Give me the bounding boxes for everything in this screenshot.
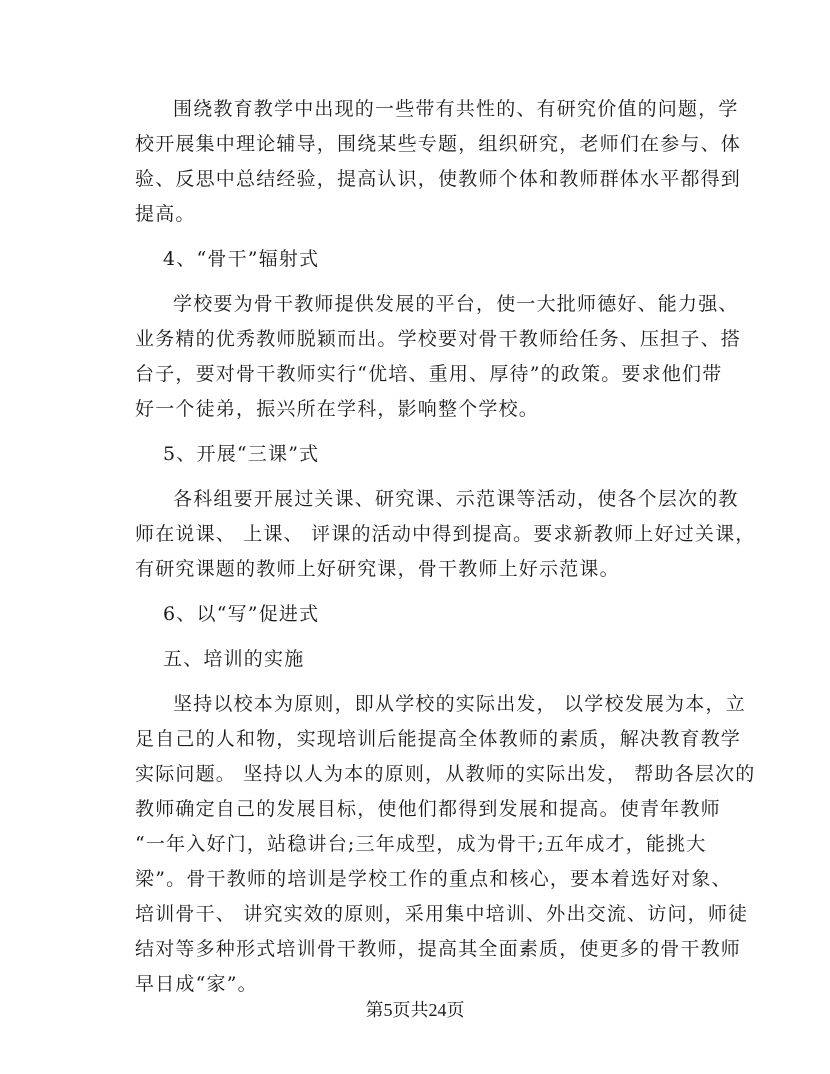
document-body <box>135 92 756 1012</box>
paragraph-line: 培训骨干、 讲究实效的原则，采用集中培训、外出交流、访问，师徒 <box>135 903 749 925</box>
paragraph <box>135 687 756 1002</box>
paragraph-line: 梁”。骨干教师的培训是学校工作的重点和核心，要本着选好对象、 <box>135 868 732 890</box>
paragraph-line: 坚持以校本为原则，即从学校的实际出发， 以学校发展为本，立 <box>173 693 746 715</box>
paragraph-line: 各科组要开展过关课、研究课、示范课等活动，使各个层次的教 <box>173 488 739 510</box>
paragraph <box>135 287 742 427</box>
section-heading: 4、“骨干”辐射式 <box>163 248 320 270</box>
page-number: 第5页共24页 <box>365 1000 465 1020</box>
paragraph-line: 师在说课、 上课、 评课的活动中得到提高。要求新教师上好过关课， <box>135 523 756 545</box>
paragraph-line: 足自己的人和物，实现培训后能提高全体教师的素质，解决教育教学 <box>135 728 742 750</box>
section-heading: 五、培训的实施 <box>163 648 305 670</box>
section-heading: 6、以“写”促进式 <box>163 603 320 625</box>
paragraph <box>135 482 756 587</box>
paragraph-line: 台子，要对骨干教师实行“优培、重用、厚待”的政策。要求他们带 <box>135 363 723 385</box>
paragraph-line: 业务精的优秀教师脱颖而出。学校要对骨干教师给任务、压担子、搭 <box>135 328 742 350</box>
paragraph-line: 早日成“家”。 <box>135 973 258 995</box>
paragraph-line: 提高。 <box>135 203 196 225</box>
section-heading: 5、开展“三课”式 <box>163 443 320 465</box>
paragraph-line: 围绕教育教学中出现的一些带有共性的、有研究价值的问题，学 <box>173 98 739 120</box>
paragraph-line: 结对等多种形式培训骨干教师，提高其全面素质，使更多的骨干教师 <box>135 938 742 960</box>
paragraph-line: 学校要为骨干教师提供发展的平台，使一大批师德好、能力强、 <box>173 293 739 315</box>
paragraph-line: “一年入好门，站稳讲台;三年成型，成为骨干;五年成才，能挑大 <box>135 833 707 855</box>
paragraph-line: 实际问题。 坚持以人为本的原则，从教师的实际出发， 帮助各层次的 <box>135 763 756 785</box>
paragraph-line: 好一个徒弟，振兴所在学科，影响整个学校。 <box>135 398 540 420</box>
paragraph <box>135 92 742 232</box>
paragraph-line: 验、反思中总结经验，提高认识，使教师个体和教师群体水平都得到 <box>135 168 742 190</box>
paragraph-line: 校开展集中理论辅导，围绕某些专题，组织研究，老师们在参与、体 <box>135 133 742 155</box>
paragraph-line: 有研究课题的教师上好研究课，骨干教师上好示范课。 <box>135 558 620 580</box>
paragraph-line: 教师确定自己的发展目标，使他们都得到发展和提高。使青年教师 <box>135 798 721 820</box>
